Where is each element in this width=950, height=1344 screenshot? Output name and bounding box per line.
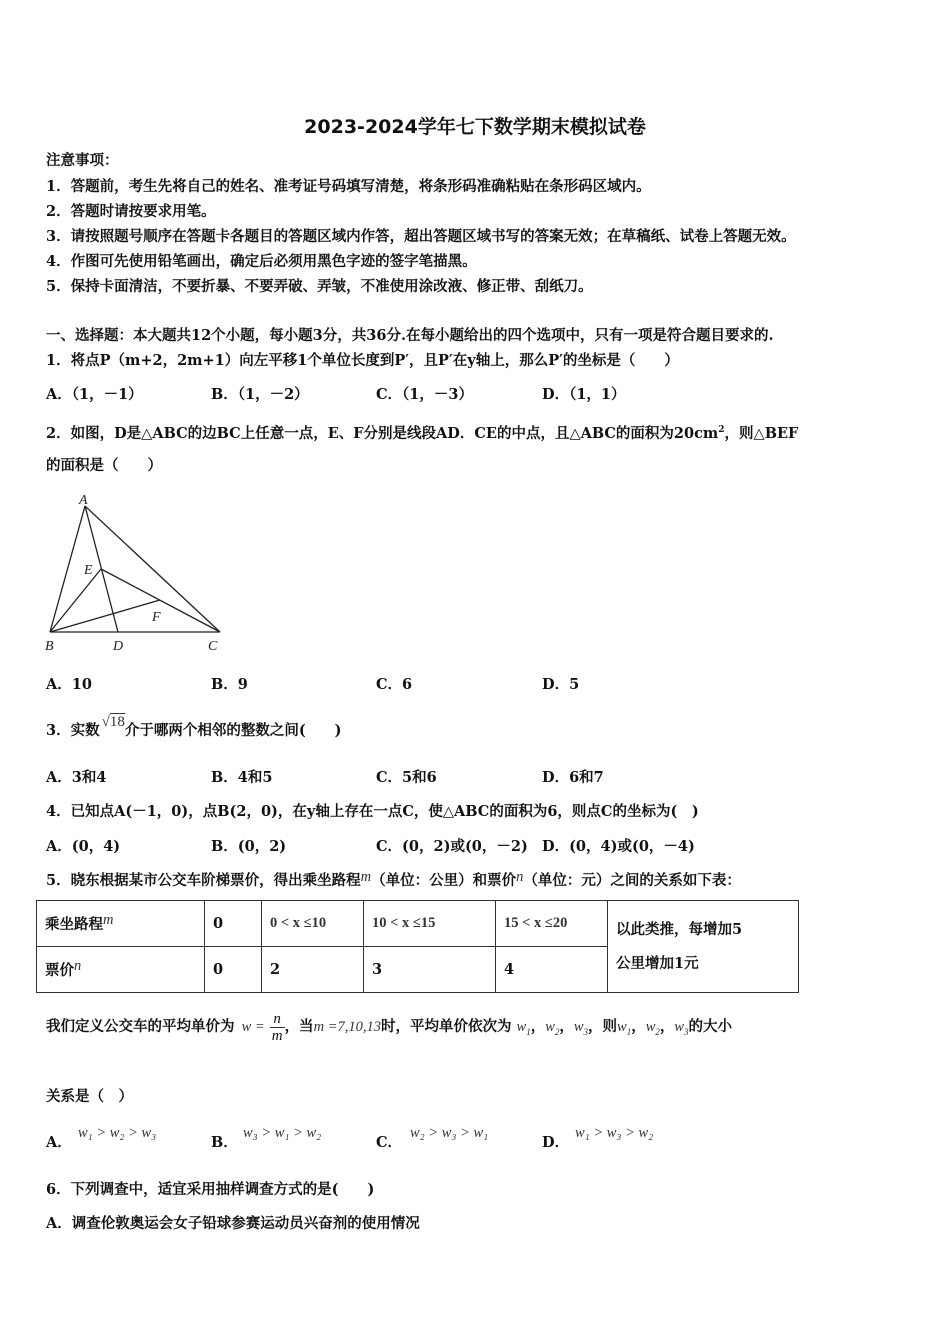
table-cell: 2	[262, 947, 364, 993]
q5-option-a-expr: w₁ > w₂ > w₃	[78, 1125, 157, 1141]
note-item: 3．请按照题号顺序在答题卡各题目的答题区域内作答，超出答题区域书写的答案无效；在草稿纸、试卷上答题无效。	[46, 228, 796, 245]
label-f: F	[152, 610, 161, 625]
q2-stem-cont: 的面积是（ ）	[46, 457, 162, 474]
edge-ab	[50, 506, 85, 632]
table-cell: 10 < x ≤15	[364, 901, 496, 947]
q1-option-c: C．（1，－3）	[376, 386, 473, 403]
table-cell: 0	[205, 947, 262, 993]
segment-bf	[50, 600, 160, 632]
q5-definition: 我们定义公交车的平均单价为 w = $\frac{n}{m}$ ，当m =7,10,13时，平均单价依次为 $w_1$，$w_2$，$w_3$，则$w_1$，$w_2$，$w_3$的大小	[46, 1010, 733, 1044]
q5-option-b-expr: w₃ > w₁ > w₂	[243, 1125, 322, 1141]
label-d: D	[113, 639, 124, 654]
q3-option-c: C．5和6	[376, 769, 437, 786]
q2-option-d: D．5	[542, 676, 580, 693]
segment-be	[50, 569, 101, 632]
q1-option-a: A．（1，－1）	[46, 386, 143, 403]
q3-radicand: 18	[109, 714, 125, 730]
page-title: 2023-2024学年七下数学期末模拟试卷	[304, 116, 646, 138]
table-cell: 15 < x ≤20	[496, 901, 608, 947]
q5-stem: 5．晓东根据某市公交车阶梯票价，得出乘坐路程m（单位：公里）和票价n（单位：元）之间的关系如下表：	[46, 869, 741, 889]
table-cell: 3	[364, 947, 496, 993]
q4-option-a: A．(0，4)	[46, 838, 121, 855]
q5-relation: 关系是（ ）	[46, 1088, 133, 1105]
note-item: 4．作图可先使用铅笔画出，确定后必须用黑色字迹的签字笔描黑。	[46, 253, 477, 270]
table-cell: 4	[496, 947, 608, 993]
q4-option-d: D．(0，4)或(0，－4)	[542, 838, 695, 855]
row-label-fare: 票价n	[37, 947, 205, 993]
q3-option-b: B．4和5	[211, 769, 273, 786]
q4-stem: 4．已知点A(－1，0)，点B(2，0)，在y轴上存在一点C，使△ABC的面积为6，则点C的坐标为( )	[46, 803, 699, 820]
q1-stem: 1．将点P（m+2，2m+1）向左平移1个单位长度到P′，且P′在y轴上，那么P′的坐标是（ ）	[46, 352, 679, 369]
q1-option-d: D．（1，1）	[542, 386, 626, 403]
q1-option-b: B．（1，－2）	[211, 386, 309, 403]
q3-option-d: D．6和7	[542, 769, 604, 786]
table-cell: 0	[205, 901, 262, 947]
table-note: 以此类推，每增加5 公里增加1元	[608, 901, 799, 993]
q6-option-a: A．调查伦敦奥运会女子铅球参赛运动员兴奋剂的使用情况	[46, 1215, 420, 1232]
q2-option-c: C．6	[376, 676, 413, 693]
notes-heading: 注意事项：	[46, 152, 119, 169]
q2-option-a: A．10	[46, 676, 92, 693]
note-item: 1．答题前，考生先将自己的姓名、准考证号码填写清楚，将条形码准确粘贴在条形码区域内。	[46, 178, 651, 195]
q4-option-c: C．(0，2)或(0，－2)	[376, 838, 528, 855]
q2-option-b: B．9	[211, 676, 248, 693]
label-e: E	[84, 563, 93, 578]
q5-option-c-expr: w₂ > w₃ > w₁	[410, 1125, 489, 1141]
q4-option-b: B．(0，2)	[211, 838, 287, 855]
q2-stem: 2．如图，D是△ABC的边BC上任意一点，E、F分别是线段AD．CE的中点，且△ABC的面积为$20cm^2$，则△BEF	[46, 424, 799, 442]
table-cell: 0 < x ≤10	[262, 901, 364, 947]
label-c: C	[208, 639, 218, 654]
table-row	[37, 901, 799, 947]
label-a: A	[79, 494, 88, 508]
q5-option-d-expr: w₁ > w₃ > w₂	[575, 1125, 654, 1141]
note-item: 2．答题时请按要求用笔。	[46, 203, 216, 220]
q3-stem: 3．实数 √18介于哪两个相邻的整数之间( )	[46, 714, 342, 739]
triangle-figure	[40, 494, 240, 659]
row-label-distance: 乘坐路程m	[37, 901, 205, 947]
fraction-n-over-m: $\frac{n}{m}$	[271, 1010, 283, 1044]
sqrt-symbol: √18	[101, 714, 125, 730]
q5-option-a-letter: A．	[46, 1134, 72, 1151]
q3-option-a: A．3和4	[46, 769, 107, 786]
fare-table	[36, 900, 799, 993]
q6-stem: 6．下列调查中，适宜采用抽样调查方式的是( )	[46, 1181, 375, 1198]
q5-option-c-letter: C．	[376, 1134, 403, 1151]
note-item: 5．保持卡面清洁，不要折暴、不要弄破、弄皱，不准使用涂改液、修正带、刮纸刀。	[46, 278, 593, 295]
q5-option-d-letter: D．	[542, 1134, 570, 1151]
section-heading: 一、选择题：本大题共12个小题，每小题3分，共36分.在每小题给出的四个选项中，只有一项是符合题目要求的.	[46, 327, 774, 344]
q5-option-b-letter: B．	[211, 1134, 238, 1151]
label-b: B	[45, 639, 54, 654]
